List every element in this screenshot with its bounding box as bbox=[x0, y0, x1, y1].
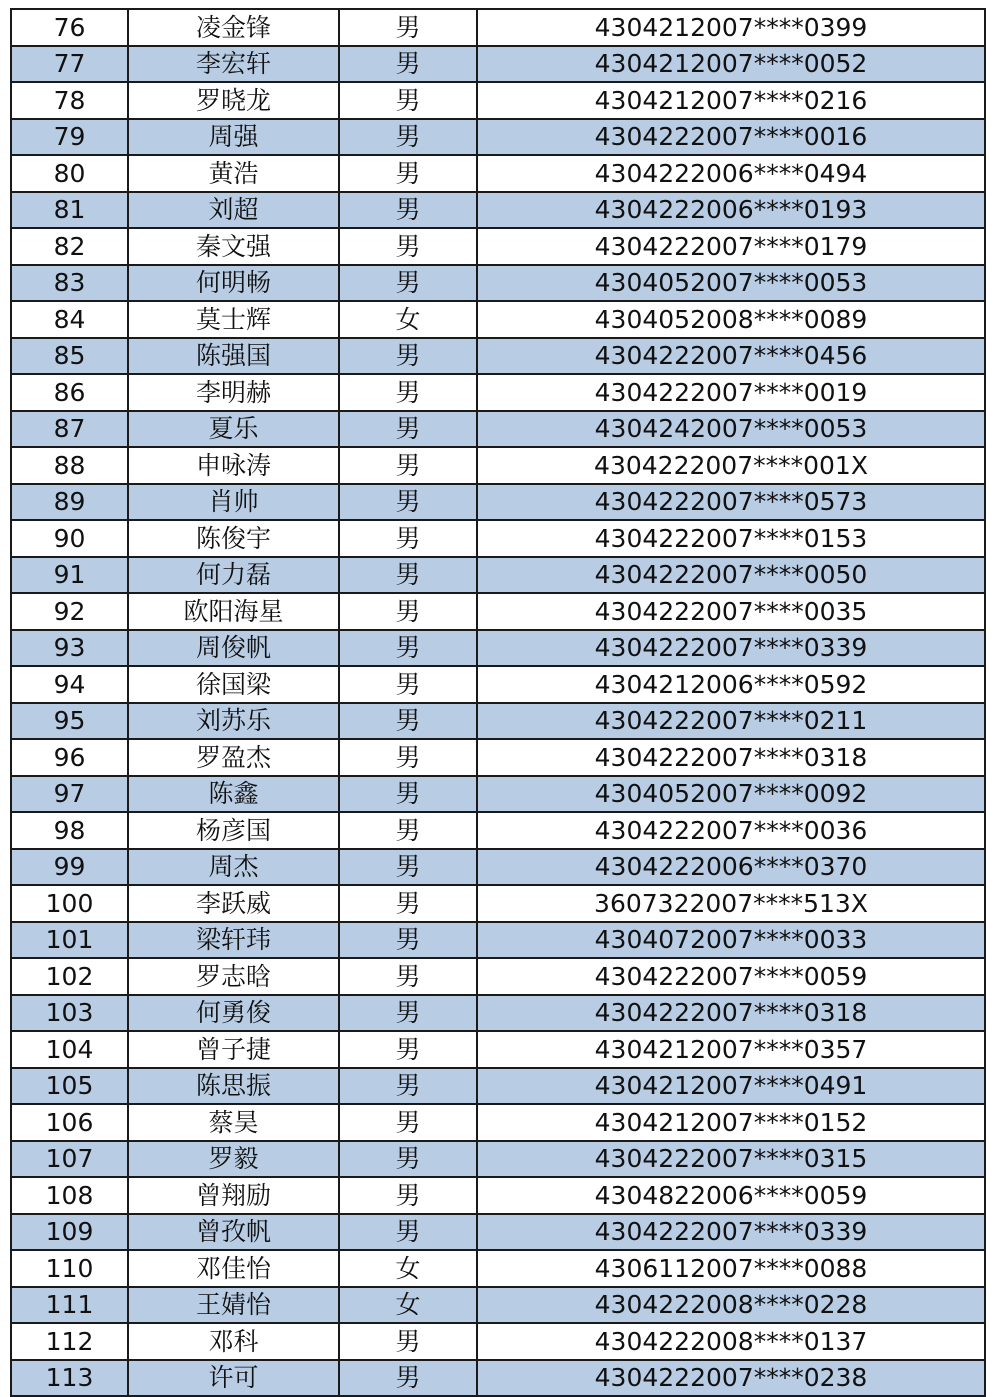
table-row bbox=[11, 1250, 985, 1287]
gender-cell: 男 bbox=[339, 1068, 477, 1105]
id-number-cell: 4304212007****0491 bbox=[477, 1068, 985, 1105]
name-cell: 申咏涛 bbox=[128, 447, 339, 484]
row-number-cell: 79 bbox=[11, 119, 128, 156]
table-row bbox=[11, 265, 985, 302]
name-cell: 欧阳海星 bbox=[128, 593, 339, 630]
id-number-cell: 4304072007****0033 bbox=[477, 922, 985, 959]
gender-cell: 男 bbox=[339, 338, 477, 375]
id-number-cell: 4304222007****0315 bbox=[477, 1141, 985, 1178]
row-number-cell: 87 bbox=[11, 411, 128, 448]
table-row bbox=[11, 776, 985, 813]
table-row bbox=[11, 520, 985, 557]
gender-cell: 男 bbox=[339, 666, 477, 703]
name-cell: 周俊帆 bbox=[128, 630, 339, 667]
table-row bbox=[11, 447, 985, 484]
table-row bbox=[11, 593, 985, 630]
row-number-cell: 103 bbox=[11, 995, 128, 1032]
gender-cell: 男 bbox=[339, 630, 477, 667]
name-cell: 罗毅 bbox=[128, 1141, 339, 1178]
gender-cell: 男 bbox=[339, 1177, 477, 1214]
row-number-cell: 89 bbox=[11, 484, 128, 521]
table-row bbox=[11, 885, 985, 922]
gender-cell: 女 bbox=[339, 301, 477, 338]
id-number-cell: 4304222007****0339 bbox=[477, 1214, 985, 1251]
row-number-cell: 92 bbox=[11, 593, 128, 630]
id-number-cell: 4304212006****0592 bbox=[477, 666, 985, 703]
table-row bbox=[11, 1031, 985, 1068]
name-cell: 梁轩玮 bbox=[128, 922, 339, 959]
gender-cell: 男 bbox=[339, 776, 477, 813]
gender-cell: 男 bbox=[339, 411, 477, 448]
gender-cell: 男 bbox=[339, 484, 477, 521]
id-number-cell: 4304222007****0573 bbox=[477, 484, 985, 521]
id-number-cell: 4304222007****0211 bbox=[477, 703, 985, 740]
gender-cell: 男 bbox=[339, 374, 477, 411]
name-cell: 周强 bbox=[128, 119, 339, 156]
name-cell: 秦文强 bbox=[128, 228, 339, 265]
id-number-cell: 4304222007****0050 bbox=[477, 557, 985, 594]
gender-cell: 男 bbox=[339, 9, 477, 46]
gender-cell: 女 bbox=[339, 1287, 477, 1324]
name-cell: 陈鑫 bbox=[128, 776, 339, 813]
id-number-cell: 4304222007****0019 bbox=[477, 374, 985, 411]
id-number-cell: 3607322007****513X bbox=[477, 885, 985, 922]
id-number-cell: 4304222008****0137 bbox=[477, 1323, 985, 1360]
id-number-cell: 4304212007****0216 bbox=[477, 82, 985, 119]
name-cell: 罗晓龙 bbox=[128, 82, 339, 119]
table-row bbox=[11, 812, 985, 849]
table-row bbox=[11, 1177, 985, 1214]
row-number-cell: 113 bbox=[11, 1360, 128, 1397]
table-row bbox=[11, 374, 985, 411]
name-cell: 邓科 bbox=[128, 1323, 339, 1360]
gender-cell: 男 bbox=[339, 82, 477, 119]
id-number-cell: 4306112007****0088 bbox=[477, 1250, 985, 1287]
table-row bbox=[11, 849, 985, 886]
table-row bbox=[11, 630, 985, 667]
gender-cell: 男 bbox=[339, 1360, 477, 1397]
name-cell: 周杰 bbox=[128, 849, 339, 886]
id-number-cell: 4304052007****0053 bbox=[477, 265, 985, 302]
name-cell: 蔡昊 bbox=[128, 1104, 339, 1141]
gender-cell: 男 bbox=[339, 447, 477, 484]
name-cell: 李跃威 bbox=[128, 885, 339, 922]
gender-cell: 男 bbox=[339, 1323, 477, 1360]
table-row bbox=[11, 119, 985, 156]
row-number-cell: 90 bbox=[11, 520, 128, 557]
row-number-cell: 111 bbox=[11, 1287, 128, 1324]
row-number-cell: 81 bbox=[11, 192, 128, 229]
name-cell: 曾孜帆 bbox=[128, 1214, 339, 1251]
id-number-cell: 4304212007****0152 bbox=[477, 1104, 985, 1141]
id-number-cell: 4304212007****0399 bbox=[477, 9, 985, 46]
id-number-cell: 4304222007****0016 bbox=[477, 119, 985, 156]
row-number-cell: 85 bbox=[11, 338, 128, 375]
row-number-cell: 105 bbox=[11, 1068, 128, 1105]
name-cell: 杨彦国 bbox=[128, 812, 339, 849]
id-number-cell: 4304222006****0370 bbox=[477, 849, 985, 886]
gender-cell: 男 bbox=[339, 958, 477, 995]
table-row bbox=[11, 1323, 985, 1360]
gender-cell: 男 bbox=[339, 1104, 477, 1141]
gender-cell: 男 bbox=[339, 593, 477, 630]
gender-cell: 男 bbox=[339, 885, 477, 922]
table-row bbox=[11, 958, 985, 995]
row-number-cell: 97 bbox=[11, 776, 128, 813]
name-cell: 刘苏乐 bbox=[128, 703, 339, 740]
row-number-cell: 104 bbox=[11, 1031, 128, 1068]
row-number-cell: 112 bbox=[11, 1323, 128, 1360]
id-number-cell: 4304212007****0052 bbox=[477, 46, 985, 83]
table-row bbox=[11, 411, 985, 448]
gender-cell: 男 bbox=[339, 922, 477, 959]
table-row bbox=[11, 228, 985, 265]
roster-table bbox=[10, 8, 986, 1397]
id-number-cell: 4304222007****0153 bbox=[477, 520, 985, 557]
table-row bbox=[11, 1104, 985, 1141]
row-number-cell: 102 bbox=[11, 958, 128, 995]
row-number-cell: 109 bbox=[11, 1214, 128, 1251]
gender-cell: 男 bbox=[339, 1214, 477, 1251]
gender-cell: 男 bbox=[339, 228, 477, 265]
id-number-cell: 4304222007****0318 bbox=[477, 995, 985, 1032]
id-number-cell: 4304052008****0089 bbox=[477, 301, 985, 338]
gender-cell: 男 bbox=[339, 703, 477, 740]
name-cell: 许可 bbox=[128, 1360, 339, 1397]
name-cell: 邓佳怡 bbox=[128, 1250, 339, 1287]
row-number-cell: 99 bbox=[11, 849, 128, 886]
table-row bbox=[11, 739, 985, 776]
table-row bbox=[11, 557, 985, 594]
row-number-cell: 106 bbox=[11, 1104, 128, 1141]
id-number-cell: 4304222007****0179 bbox=[477, 228, 985, 265]
name-cell: 曾翔励 bbox=[128, 1177, 339, 1214]
id-number-cell: 4304212007****0357 bbox=[477, 1031, 985, 1068]
table-row bbox=[11, 1068, 985, 1105]
name-cell: 刘超 bbox=[128, 192, 339, 229]
id-number-cell: 4304222006****0193 bbox=[477, 192, 985, 229]
table-row bbox=[11, 1287, 985, 1324]
row-number-cell: 78 bbox=[11, 82, 128, 119]
table-row bbox=[11, 301, 985, 338]
gender-cell: 男 bbox=[339, 155, 477, 192]
table-row bbox=[11, 46, 985, 83]
name-cell: 何勇俊 bbox=[128, 995, 339, 1032]
gender-cell: 男 bbox=[339, 849, 477, 886]
table-row bbox=[11, 666, 985, 703]
table-row bbox=[11, 703, 985, 740]
id-number-cell: 4304822006****0059 bbox=[477, 1177, 985, 1214]
gender-cell: 男 bbox=[339, 119, 477, 156]
gender-cell: 男 bbox=[339, 46, 477, 83]
name-cell: 凌金锋 bbox=[128, 9, 339, 46]
table-row bbox=[11, 1141, 985, 1178]
name-cell: 李明赫 bbox=[128, 374, 339, 411]
gender-cell: 男 bbox=[339, 812, 477, 849]
gender-cell: 男 bbox=[339, 1031, 477, 1068]
id-number-cell: 4304222008****0228 bbox=[477, 1287, 985, 1324]
id-number-cell: 4304222007****0456 bbox=[477, 338, 985, 375]
id-number-cell: 4304222007****0036 bbox=[477, 812, 985, 849]
table-row bbox=[11, 155, 985, 192]
table-row bbox=[11, 995, 985, 1032]
name-cell: 黄浩 bbox=[128, 155, 339, 192]
name-cell: 陈强国 bbox=[128, 338, 339, 375]
table-row bbox=[11, 9, 985, 46]
name-cell: 肖帅 bbox=[128, 484, 339, 521]
row-number-cell: 96 bbox=[11, 739, 128, 776]
row-number-cell: 76 bbox=[11, 9, 128, 46]
name-cell: 李宏轩 bbox=[128, 46, 339, 83]
name-cell: 何明畅 bbox=[128, 265, 339, 302]
table-row bbox=[11, 192, 985, 229]
row-number-cell: 108 bbox=[11, 1177, 128, 1214]
name-cell: 徐国梁 bbox=[128, 666, 339, 703]
name-cell: 陈俊宇 bbox=[128, 520, 339, 557]
table-row bbox=[11, 922, 985, 959]
row-number-cell: 95 bbox=[11, 703, 128, 740]
gender-cell: 男 bbox=[339, 1141, 477, 1178]
row-number-cell: 100 bbox=[11, 885, 128, 922]
gender-cell: 男 bbox=[339, 265, 477, 302]
name-cell: 莫士辉 bbox=[128, 301, 339, 338]
table-row bbox=[11, 484, 985, 521]
row-number-cell: 110 bbox=[11, 1250, 128, 1287]
roster-table-body bbox=[11, 9, 985, 1396]
row-number-cell: 94 bbox=[11, 666, 128, 703]
id-number-cell: 4304222007****001X bbox=[477, 447, 985, 484]
id-number-cell: 4304222007****0059 bbox=[477, 958, 985, 995]
id-number-cell: 4304242007****0053 bbox=[477, 411, 985, 448]
table-row bbox=[11, 82, 985, 119]
row-number-cell: 80 bbox=[11, 155, 128, 192]
id-number-cell: 4304222007****0035 bbox=[477, 593, 985, 630]
row-number-cell: 101 bbox=[11, 922, 128, 959]
id-number-cell: 4304222006****0494 bbox=[477, 155, 985, 192]
name-cell: 夏乐 bbox=[128, 411, 339, 448]
table-row bbox=[11, 1214, 985, 1251]
gender-cell: 男 bbox=[339, 739, 477, 776]
table-row bbox=[11, 338, 985, 375]
name-cell: 陈思振 bbox=[128, 1068, 339, 1105]
gender-cell: 男 bbox=[339, 520, 477, 557]
gender-cell: 女 bbox=[339, 1250, 477, 1287]
row-number-cell: 86 bbox=[11, 374, 128, 411]
table-row bbox=[11, 1360, 985, 1397]
gender-cell: 男 bbox=[339, 995, 477, 1032]
id-number-cell: 4304222007****0318 bbox=[477, 739, 985, 776]
row-number-cell: 84 bbox=[11, 301, 128, 338]
row-number-cell: 91 bbox=[11, 557, 128, 594]
name-cell: 曾子捷 bbox=[128, 1031, 339, 1068]
row-number-cell: 107 bbox=[11, 1141, 128, 1178]
name-cell: 罗盈杰 bbox=[128, 739, 339, 776]
id-number-cell: 4304052007****0092 bbox=[477, 776, 985, 813]
name-cell: 王婧怡 bbox=[128, 1287, 339, 1324]
row-number-cell: 93 bbox=[11, 630, 128, 667]
row-number-cell: 98 bbox=[11, 812, 128, 849]
gender-cell: 男 bbox=[339, 192, 477, 229]
id-number-cell: 4304222007****0339 bbox=[477, 630, 985, 667]
row-number-cell: 82 bbox=[11, 228, 128, 265]
name-cell: 何力磊 bbox=[128, 557, 339, 594]
id-number-cell: 4304222007****0238 bbox=[477, 1360, 985, 1397]
row-number-cell: 83 bbox=[11, 265, 128, 302]
gender-cell: 男 bbox=[339, 557, 477, 594]
row-number-cell: 88 bbox=[11, 447, 128, 484]
row-number-cell: 77 bbox=[11, 46, 128, 83]
name-cell: 罗志晗 bbox=[128, 958, 339, 995]
